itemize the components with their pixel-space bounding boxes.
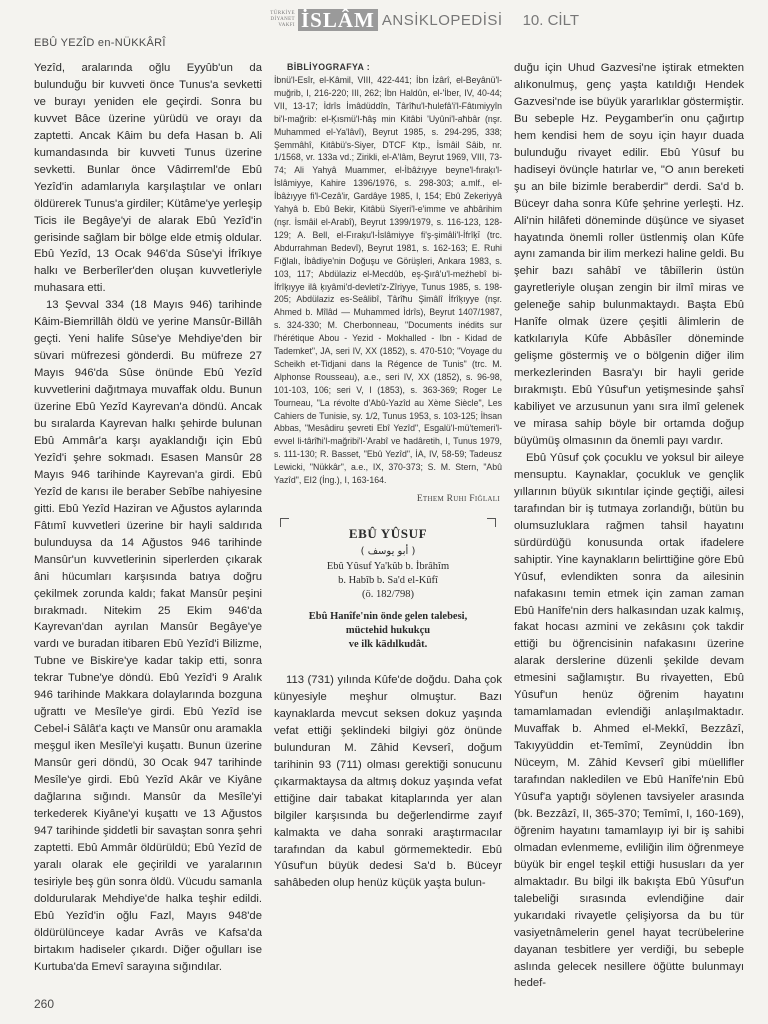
masthead-publisher	[255, 11, 295, 29]
column-middle	[274, 62, 502, 970]
column-left	[34, 60, 262, 973]
entry-description-line: müctehid hukukçu	[345, 625, 431, 636]
publisher-line: VAKFI	[278, 23, 295, 28]
entry-arabic-title: ( أبو يوسف )	[360, 546, 416, 557]
running-head: EBÛ YEZÎD en-NÜKKÂRÎ	[34, 37, 166, 49]
entry-description-line: ve ilk kādılkudât.	[348, 639, 428, 650]
entry-description-line: Ebû Hanîfe'nin önde gelen talebesi,	[308, 611, 468, 622]
entry-title: EBÛ YÛSUF	[348, 526, 428, 541]
spacer	[274, 652, 502, 672]
body-paragraph: Ebû Yûsuf çok çocuklu ve yoksul bir aileye mensuptu. Kaynaklar, çocukluk ve gençlik yıllarının büyük sıkıntılar içinde geçtiği, ailesi tarafından bir iş tutmaya zorlandığı, bütün bu olumsuzluklara rağmen tahsil hayatını sürdürdüğü konusunda ortak ifadelere sahiptir. Yine kaynakların belirttiğine göre Ebû Yûsuf, evlendikten sonra da ailesinin nafakasını temin etmek için zaman zaman Ebû Hanîfe'nin ders halkasından uzak kalmış, fakat hocası azmini ve zekâsını çok takdir ettiği bu öğrencisinin nafakasını üzerine alarak derslerine düzenli şekilde devam etmesini sağlamıştır. Bu rivayetten, Ebû Yûsuf'un henüz öğrenim hayatını tamamlamadan evlendiği anlaşılmaktadır. Muvaffak b. Ahmed el-Mekkî, Bezzâzî, Takıyyüddin et-Temîmî, Zeynüddin İbn Nüceym, M. Zâhid Kevserî gibi müellifler tarafından nakledilen ve Ebû Hanîfe'nin Ebû Yûsuf'a yaptığı söylenen tavsiyeler arasında (bk. Bezzâzî, II, 365-370; Temîmî, I, 160-169), öğrenim hayatını tamamlayıp iyi bir iş sahibi olmadan evlenmeme, evliliğin ilim öğrenmeye büyük bir engel teşkil ettiği hususları da yer almaktadır. Bu bilgi ilk bakışta Ebû Yûsuf'un talebeliği sırasında evlendiğine dair yukarıdaki rivayetle çelişiyorsa da bu tür vasiyetnâmelerin genel hayat tecrübelerine dayanan tesbitlere yer verdiği, bu sebeple aslında gelecek nesillere öğütte bulunmayı hedef-	[514, 451, 744, 990]
masthead-title: ANSİKLOPEDİSİ	[381, 11, 503, 29]
body-paragraph: 113 (731) yılında Kûfe'de doğdu. Daha çok künyesiyle meşhur olmuştur. Bazı kaynaklarda mevcut seksen dokuz yaşında vefat ettiği şeklindeki bilgiyi göz önünde bulunduran M. Zâhid Kevserî, doğum tarihinin 93 (711) olması gerektiği sonucunu çıkarmaktaysa da altmış dokuz yaşında vefat ettiğine dair tabakat kitaplarında yer alan bilgiler karşısında bu değerlendirme zayıf kalmakta ve daha sonraki araştırmacılar tarafından da kabul görmemektedir. Ebû Yûsuf'un büyük dedesi Sa'd b. Büceyr sahâbeden olup henüz küçük yaşta bulun-	[274, 674, 502, 890]
frame-corner	[487, 518, 496, 527]
publisher-line: TÜRKİYE	[270, 11, 295, 16]
bibliography-text: İbnü'l-Esîr, el-Kâmil, VIII, 422-441; İbn İzârî, el-Beyânü'l-muğrib, I, 216-220; III, 262; İbn Haldûn, el-'İber, IV, 40-44; VII, 13-17; İdrîs İmâdüddîn, Târîħu'l-ħulefâ'i'l-Fâtımiyyîn bi'l-mağrib: el-Ķısmü'l-ħâş min Kitâbi 'Uyûni'l-aħbâr (nşr. Muhammed el-Ya'lâvî), Beyrut 1985, s. 294-295, 338; Şemmâhî, Kitâbü's-Siyer, DTCF Ktp., İsmâil Sâib, nr. 1/1568, vr. 133a vd.; Zirikli, el-A'lâm, Beyrut 1969, VIII, 73-74; Ali Yahyâ Muammer, el-İbâżıyye beyne'l-fıraķı'l-İslâmiyye, Kahire 1396/1976, s. 298-303; a.mlf., el-İbâżıyye fi'l-Cezâ'ir, Gardâye 1985, I, 154; Ebû Zekeriyyâ Yahyâ b. Ebû Bekir, Kitâbü Siyeri'l-e'imme ve aħbârihim (nşr. İsmâil el-Arabî), Beyrut 1399/1979, s. 116-123, 128-129; A. Bell, el-Fıraķu'l-İslâmiyye fi'ş-şimâli'l-İfrîķī (trc. Abdurrahman Bedevî), Beyrut 1981, s. 162-163; E. Ruhi Fığlalı, İbâdiye'nin Doğuşu ve Görüşleri, Ankara 1983, s. 103, 117; Abdülaziz el-Mecdûb, eş-Şırâ'u'l-meźhebî bi-İfrîķıyye ilâ ķıyâmi'd-devleti'z-Zîriyye, Tunus 1985, s. 198-205; Abdülaziz es-Seâlibî, Târîħu Şimâlî İfrîķıyye (nşr. Ahmed b. Mîlâd — Muhammed İdrîs), Beyrut 1407/1987, s. 324-330; M. Cherbonneau, "Documents inédits sur l'hérétique Abou - Yezid - Mokhalled - Ibn - Kidad de Tademket", JA, seri IV, XX (1852), s. 470-510; "Voyage du Scheikh et-Tidjani dans la Régence de Tunis" (trc. M. Alphonse Rousseau), a.e., seri IV, XX (1852), s. 96-98, 101-103, 106; seri V, I (1853), s. 363-369; Roger Le Tourneau, "La révolte d'Abû-Yazîd au Xème Siècle", Les Cahiers de Tunisie, sy. 1/2, Tunus 1953, s. 103-125; İhsan Abbas, "Mesâdiru şevreti Ebî Yezîd", Esgalü'l-mü'temeri'l-evvel li-târîħi'l-mağribi'l-'Arabî ve ħadâretih, I, Tunus 1979, s. 111-130; R. Basset, "Ebû Yezîd", İA, IV, 58-59; Tadeusz Lewicki, "Nükkâr", a.e., IX, 370-373; S. M. Stern, "Abû Yazîd", EI2 (İng.), I, 163-164.	[274, 75, 502, 486]
column-right	[514, 60, 744, 990]
body-paragraph: 13 Şevval 334 (18 Mayıs 946) tarihinde Kâim-Biemrillâh öldü ve yerine Mansûr-Billâh geçti. Yeni halife Sûse'ye Mehdiye'den bir süvari müfrezesi gönderdi. Bu müfreze 27 Mayıs 946'da Sûse önünde Ebû Yezîd kuvvetlerini dağıtmaya muvaffak oldu. Bunun üzerine Ebû Yezîd Kayrevan'a döndü. Ancak bu sıralarda Kayrevan halkı şehirde bulunan Ebû Ammâr'a karşı ayaklandığı için Ebû Yezîd'i şehre sokmadı. Esasen Mansûr 28 Mayıs 946 tarihinde Kayrevan'a girdi. Ebû Yezîd de karısı ile beraber Sebîbe nahiyesine gitti. Ebû Yezîd Haziran ve Ağustos aylarında Fâtımî kuvvetleri üzerine bir hayli saldırıda bulunduysa da 14 Ağustos 946 tarihinde Mansûr'un kuvvetlerinin siperlerden çıkarak âni hücumları karşısında batıya doğru çekilmek zorunda kaldı; fakat Mansûr peşini bırakmadı. Nitekim 25 Ekim 946'da Kayrevan'dan ayrılan Mansûr Begâye'ye vardı ve buradan itibaren Ebû Yezîd'i Bilizme, Tubne ve Biskire'ye kadar takip etti, sonra tekrar Tubne'ye döndü. Ebû Yezîd'i 9 Aralık 946 tarihinde Makkara dolaylarında bozguna uğrattı ve Mesîle'ye girdi. Ebû Yezîd ise Cebel-i Sâlât'a kaçtı ve Mansûr onu aramakla meşgul iken Mesîle'yi kuşattı. Bunun üzerine Mansûr geri döndü, 30 Ocak 947 tarihinde Mesîle'ye girdi. Ebû Yezîd Akâr ve Kiyâne dağlarına sığındı. Mansûr da Mesîle'yi terkederek Kiyâne'yi kuşattı ve 13 Ağustos 947 tarihinde şiddetli bir savaştan sonra şehri zaptetti. Ebû Ammâr öldürüldü; Ebû Yezîd de yaralı olarak ele geçirildi ve yaralarının tesiriyle beş gün sonra öldü. Vücudu samanla doldurularak Mehdiye'de halka teşhir edildi. Ebû Yezîd'in oğlu Fazl, Mayıs 948'de öldürülünceye kadar Avrâs ve Kafsa'da birtakım hadiseler çıkardı. Diğer oğulları ise Kurtuba'da Emevî sarayına sığındılar.	[34, 299, 262, 973]
masthead	[255, 6, 579, 34]
body-paragraph: duğu için Uhud Gazvesi'ne iştirak etmekten alıkonulmuş, genç yaşta katıldığı Hendek Gazvesi'nde ise büyük yararlıklar göstermiştir. Bu sebeple Hz. Peygamber'in onu çağırtıp hem kendisi hem de soyu için hayır duada bulunduğu rivayet edilir. Ebû Yûsuf bu hadiseyi övünçle hatırlar ve, "O anın bereketi şu an bile bizimle beraberdir" derdi. Sa'd b. Büceyr daha sonra Kûfe şehrine yerleşti. Hz. Ali'nin hilâfeti döneminde düşünce ve siyaset hayatında önemli roller üstlenmiş olan Kûfe aynı zamanda bir ilim merkezi haline geldi. Bu şehir bazı sahâbî ve tâbiîlerin üstün gayretleriyle oluşan zengin bir ilmî miras ve geleneğe sahip bulunmaktaydı. Başta Ebû Hanîfe olmak üzere çeşitli âlimlerin de katkılarıyla Kûfe Abbâsîler döneminde gelişme göstermiş ve o bölgenin diğer ilim merkezlerinden Basra'yı bir hayli geride bırakmıştı. Ebû Yûsuf'un yetişmesinde şahsî kabiliyet ve arzusunun yanı sıra ilmî gelenek ve mirasa sahip böyle bir ortamda doğup büyümüş olmasının da önemli payı vardır.	[514, 62, 744, 447]
masthead-volume: 10. CİLT	[522, 11, 579, 29]
frame-corner	[280, 518, 289, 527]
entry-name-line: Ebû Yûsuf Ya'kûb b. İbrâhîm	[326, 561, 450, 572]
entry-name-line: b. Habîb b. Sa'd el-Kûfî	[338, 575, 438, 586]
publisher-line: DİYANET	[270, 17, 295, 22]
body-paragraph: Yezîd, aralarında oğlu Eyyûb'un da bulunduğu bir kuvveti önce Tunus'a sevketti ve burayı yeniden ele geçirdi. Sonra bu kuvvet Bâce üzerine yürüdü ve orayı da zaptetti. Ancak Kâim bu defa Hasan b. Ali kumandasında bir kuvveti Tunus üzerine sevketti. Bunlar önce Vâdirreml'de Ebû Yezîd'in adamlarıyla karşılaştılar ve onları öldürerek Tunus'a girdiler; Kütâme'ye yerleşip Ticis ile Begâye'yi de alarak Ebû Yezîd'in gerisinde sağlam bir bölge elde etmiş oldular. Ebû Yezîd, 13 Ocak 946'da Sûse'yi İfrîkıye halkı ve Berberîler'den oluşan kuvvetleriyle muhasara etti.	[34, 62, 262, 295]
bibliography-heading: BİBLİYOGRAFYA :	[287, 62, 371, 72]
article-author: Ethem Ruhi Fığlalı	[416, 494, 500, 504]
entry-full-name	[274, 560, 502, 602]
entry-dates: (ö. 182/798)	[362, 589, 414, 600]
masthead-islam-logo: İSLÂM	[298, 9, 378, 31]
entry-header-frame	[280, 518, 496, 544]
page-number: 260	[34, 997, 55, 1011]
entry-description	[274, 610, 502, 652]
